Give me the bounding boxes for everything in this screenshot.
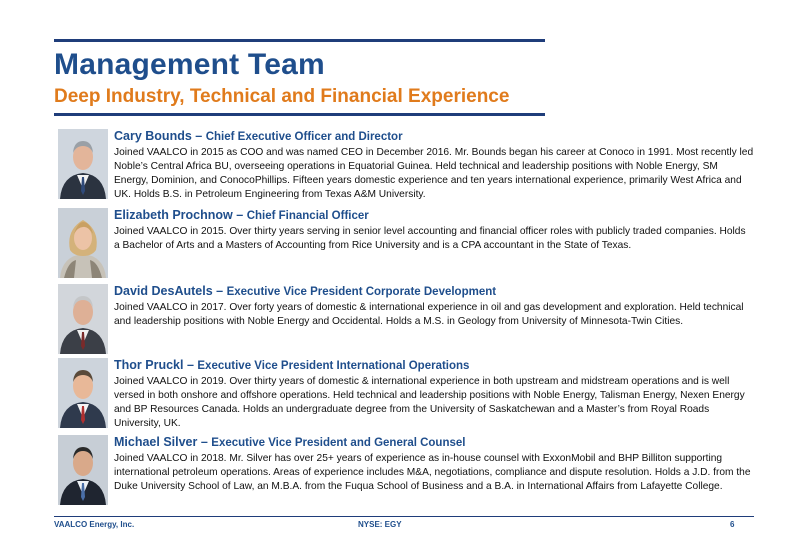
member-heading xyxy=(114,129,754,145)
member-name: David DesAutels xyxy=(114,284,213,298)
member-bio: Joined VAALCO in 2019. Over thirty years of domestic & international experience in both upstream and midstream operations and is well versed in both onshore and offshore operations. Held technical and leadership positions with Noble Energy, Talisman Energy, Nexen Energy and BP Resources Canada. Holds an undergraduate degree from the University of Saskatchewan and a Master’s from Royal Roads University, UK. xyxy=(114,376,745,429)
member-heading xyxy=(114,358,754,374)
page-subtitle: Deep Industry, Technical and Financial Experience xyxy=(54,86,510,107)
member-info xyxy=(114,284,754,329)
member-bio: Joined VAALCO in 2017. Over forty years of domestic & international experience in oil and gas development and exploration. Held technical and leadership positions with Noble Energy and Occidental. Holds a M.S. in Geology from University of Minnesota-Twin Cities. xyxy=(114,302,744,327)
portrait-photo xyxy=(58,208,108,278)
name-separator: – xyxy=(186,358,194,372)
member-name: Michael Silver xyxy=(114,435,198,449)
portrait-photo xyxy=(58,435,108,505)
name-separator: – xyxy=(200,435,208,449)
header-bottom-rule xyxy=(54,113,545,116)
member-bio: Joined VAALCO in 2015. Over thirty years serving in senior level accounting and financial officer roles with publicly traded companies. Holds a Bachelor of Arts and a Masters of Accounting from Rice University and is a CPA accountant in the State of Texas. xyxy=(114,226,746,251)
member-info xyxy=(114,358,754,431)
member-name: Thor Pruckl xyxy=(114,358,184,372)
footer-rule xyxy=(54,516,754,517)
member-heading xyxy=(114,208,754,224)
footer-company: VAALCO Energy, Inc. xyxy=(54,520,135,529)
member-role: Executive Vice President Corporate Development xyxy=(226,286,497,298)
member-heading xyxy=(114,284,754,300)
portrait-photo xyxy=(58,284,108,354)
member-info xyxy=(114,435,754,494)
page-title: Management Team xyxy=(54,48,325,81)
name-separator: – xyxy=(236,208,244,222)
member-heading xyxy=(114,435,754,451)
member-role: Executive Vice President International Operations xyxy=(197,360,470,372)
member-bio: Joined VAALCO in 2015 as COO and was named CEO in December 2016. Mr. Bounds began his career at Conoco in 1991. Most recently led Noble’s Central Africa BU, overseeing operations in Equatorial Guinea. Held technical and leadership positions with Noble Energy, SM Energy, Dominion, and ConocoPhillips. Fifteen years domestic experience and ten years international experience, primarily West Africa and UK. Holds B.S. in Petroleum Engineering from Texas A&M University. xyxy=(114,147,754,200)
member-role: Executive Vice President and General Counsel xyxy=(211,437,466,449)
member-bio: Joined VAALCO in 2018. Mr. Silver has over 25+ years of experience as in-house counsel with ExxonMobil and BHP Billiton supporting international petroleum operations. Areas of experience includes M&A, negotiations, compliance and dispute resolution. Holds a J.D. from the Duke University School of Law, an M.B.A. from the Fuqua School of Business and a B.A. in International Affairs from Lafayette College. xyxy=(114,453,751,492)
footer-page-number: 6 xyxy=(730,520,735,529)
portrait-photo xyxy=(58,358,108,428)
member-info xyxy=(114,129,754,202)
portrait-photo xyxy=(58,129,108,199)
member-info xyxy=(114,208,754,253)
member-name: Elizabeth Prochnow xyxy=(114,208,233,222)
member-role: Chief Executive Officer and Director xyxy=(205,131,403,143)
member-role: Chief Financial Officer xyxy=(246,210,369,222)
name-separator: – xyxy=(195,129,203,143)
footer-ticker: NYSE: EGY xyxy=(358,520,402,529)
name-separator: – xyxy=(216,284,224,298)
member-name: Cary Bounds xyxy=(114,129,192,143)
header-top-rule xyxy=(54,39,545,42)
